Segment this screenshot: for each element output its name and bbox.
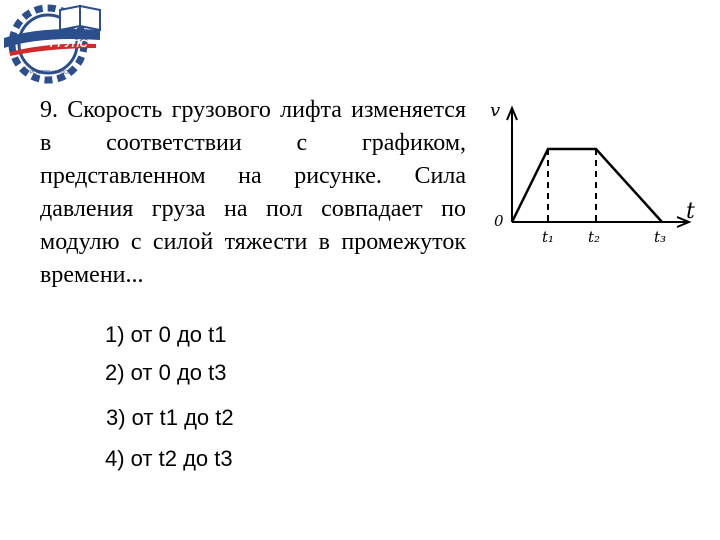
question-text: 9. Скорость грузового лифта изменяется в соответствии с графиком, представленном на рисунке. Сила давления груза на пол совпадает по модулю с силой тяжести в промежуток времени... [40,97,466,288]
answer-option-1[interactable]: 1) от 0 до t1 [105,322,227,347]
tick-label-t1: t₁ [542,228,555,246]
tick-label-t2: t₂ [588,228,601,246]
answer-option-4[interactable]: 4) от t2 до t3 [105,446,233,471]
book-icon [60,6,100,30]
origin-label: 0 [494,212,504,230]
answer-option-3[interactable]: 3) от t1 до t2 [106,405,234,430]
logo-text: РГУПС [50,38,88,50]
university-logo [0,0,110,90]
tick-label-t3: t₃ [654,228,667,246]
x-axis-label: t [686,199,695,224]
answer-option-2[interactable]: 2) от 0 до t3 [105,360,227,385]
y-axis-label: v [490,100,501,121]
velocity-time-graph [476,96,708,256]
logo-ring-text: РОСТОВ-НА-ДОНУ [30,70,75,76]
